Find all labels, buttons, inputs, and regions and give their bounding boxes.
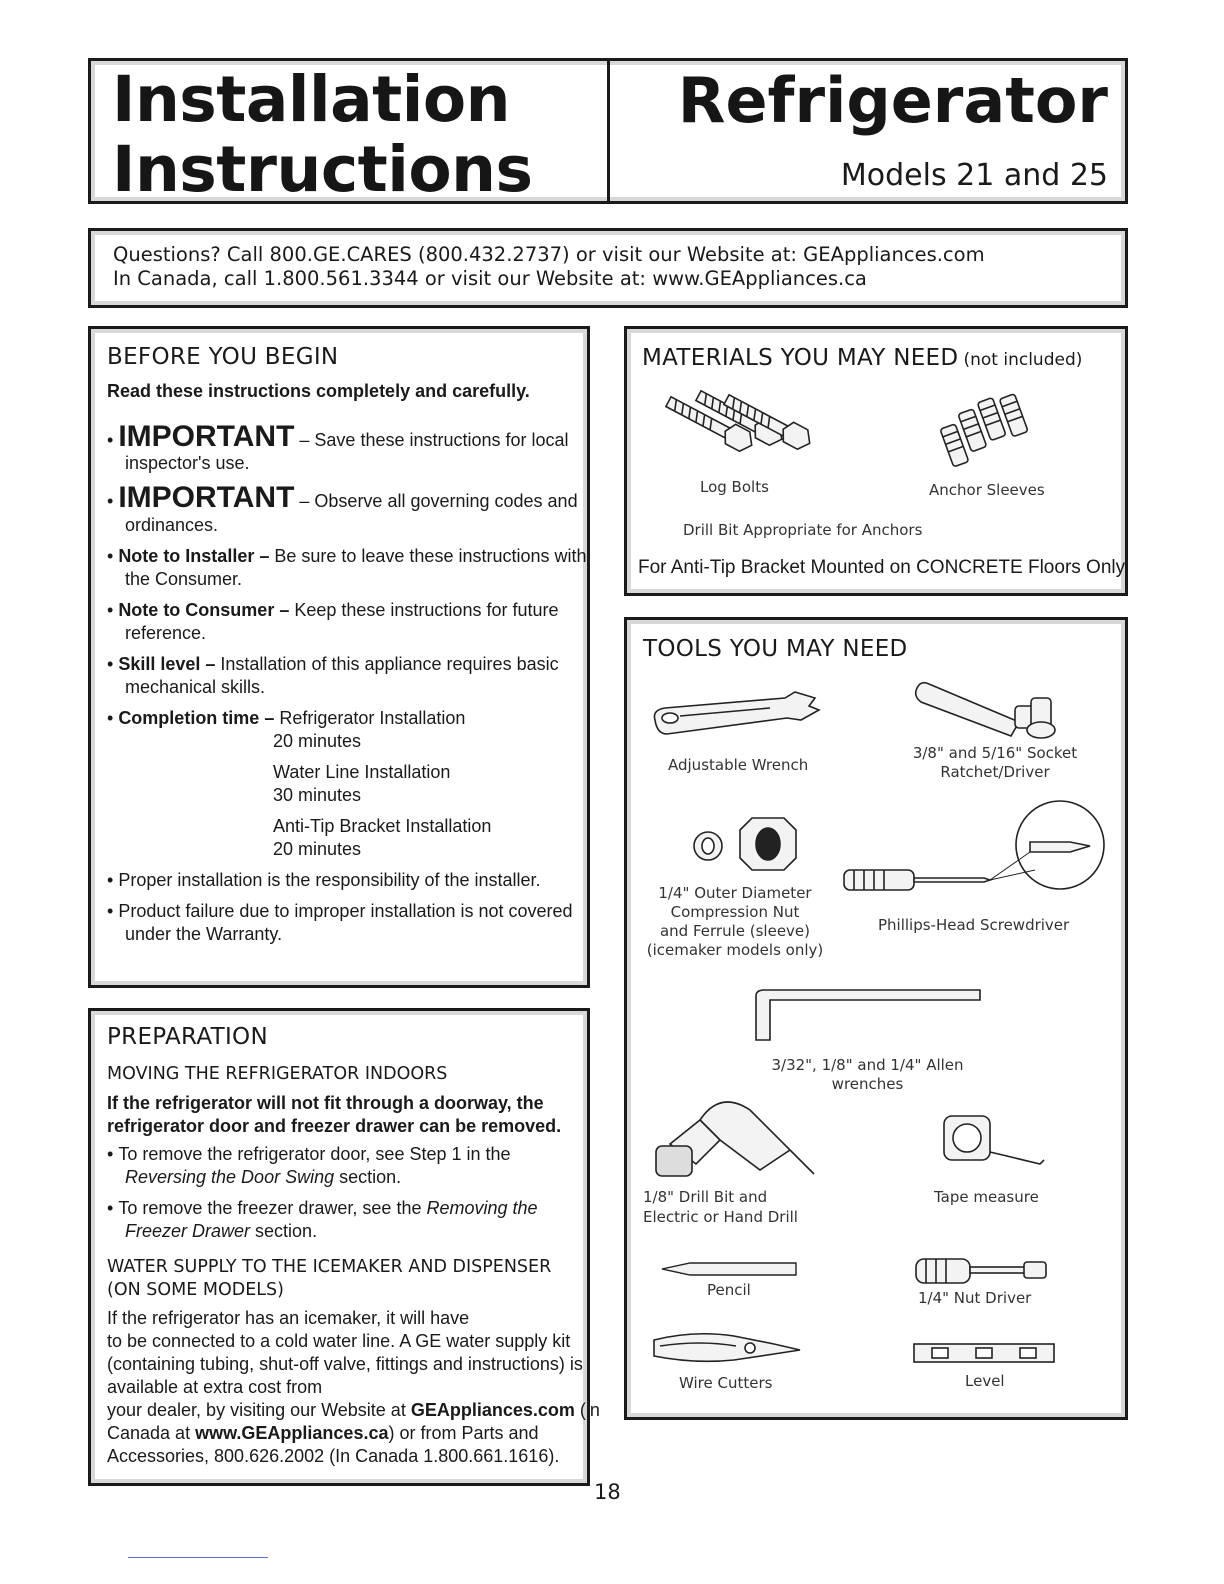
important-2-cont: ordinances.	[125, 515, 219, 535]
title-refrigerator: Refrigerator	[677, 64, 1108, 137]
nutdriver-label: 1/4" Nut Driver	[918, 1289, 1032, 1307]
completion-water-time: 30 minutes	[273, 785, 362, 805]
phillips-screwdriver-icon	[840, 800, 1110, 900]
pencil-label: Pencil	[707, 1281, 751, 1299]
ge-canada-link[interactable]: www.GEAppliances.ca	[195, 1423, 389, 1443]
contact-us: Questions? Call 800.GE.CARES (800.432.2737) or visit our Website at: GEAppliances.com	[113, 243, 985, 266]
nut-driver-icon	[914, 1257, 1054, 1285]
materials-footer: For Anti-Tip Bracket Mounted on CONCRETE Floors Only	[638, 557, 1126, 578]
contact-canada: In Canada, call 1.800.561.3344 or visit our Website at: www.GEAppliances.ca	[113, 267, 867, 290]
water-text-2: to be connected to a cold water line. A GE water supply kit	[107, 1331, 571, 1351]
tape-measure-icon	[940, 1112, 1050, 1177]
models-label: Models 21 and 25	[840, 158, 1108, 193]
water-text-6: Canada at www.GEAppliances.ca) or from Parts and	[107, 1423, 539, 1443]
completion-antitip-name: Anti-Tip Bracket Installation	[273, 816, 492, 836]
water-text-1: If the refrigerator has an icemaker, it will have	[107, 1308, 470, 1328]
skill-level: • Skill level – Installation of this appliance requires basic	[107, 654, 559, 674]
allen-wrench-icon	[752, 986, 982, 1046]
water-text-5: your dealer, by visiting our Website at GEAppliances.com (in	[107, 1400, 600, 1420]
note-installer: • Note to Installer – Be sure to leave these instructions with	[107, 546, 587, 566]
log-bolts-icon	[668, 395, 818, 460]
drill-bit-label: Drill Bit Appropriate for Anchors	[683, 521, 923, 539]
important-2: • IMPORTANT – Observe all governing codes and	[107, 481, 578, 514]
header-divider	[607, 58, 610, 204]
anchor-sleeves-label: Anchor Sleeves	[929, 481, 1045, 499]
water-title-2: (ON SOME MODELS)	[107, 1280, 284, 1300]
level-icon	[912, 1340, 1057, 1366]
allen-label: 3/32", 1/8" and 1/4" Allen wrenches	[771, 1056, 964, 1093]
completion-antitip-time: 20 minutes	[273, 839, 362, 859]
water-title-1: WATER SUPPLY TO THE ICEMAKER AND DISPENSER	[107, 1257, 552, 1277]
wirecutters-label: Wire Cutters	[679, 1374, 773, 1392]
remove-door-cont: Reversing the Door Swing section.	[125, 1167, 402, 1187]
moving-bold-1: If the refrigerator will not fit through a doorway, the	[107, 1093, 544, 1113]
tools-title: TOOLS YOU MAY NEED	[643, 636, 908, 662]
page-number: 18	[594, 1480, 621, 1504]
remove-drawer-cont: Freezer Drawer section.	[125, 1221, 318, 1241]
phillips-label: Phillips-Head Screwdriver	[878, 916, 1070, 934]
water-text-4: available at extra cost from	[107, 1377, 323, 1397]
nut-label: 1/4" Outer Diameter Compression Nut and Ferrule (sleeve) (icemaker models only)	[646, 884, 824, 959]
wire-cutters-icon	[650, 1328, 805, 1370]
title-instructions: Instructions	[112, 133, 533, 206]
skill-level-cont: mechanical skills.	[125, 677, 266, 697]
wrench-label: Adjustable Wrench	[668, 756, 809, 774]
completion-fridge-time: 20 minutes	[273, 731, 362, 751]
product-failure-cont: under the Warranty.	[125, 924, 283, 944]
ge-website-link[interactable]: GEAppliances.com	[410, 1400, 575, 1420]
important-1-cont: inspector's use.	[125, 453, 250, 473]
socket-label: 3/8" and 5/16" Socket Ratchet/Driver	[912, 744, 1078, 781]
proper-installation: • Proper installation is the responsibility of the installer.	[107, 870, 541, 890]
note-consumer-cont: reference.	[125, 623, 207, 643]
title-installation: Installation	[112, 63, 510, 136]
pencil-icon	[660, 1258, 800, 1280]
completion-time: • Completion time – Refrigerator Installation	[107, 708, 466, 728]
log-bolts-label: Log Bolts	[700, 478, 769, 496]
materials-title: MATERIALS YOU MAY NEED (not included)	[642, 345, 1083, 371]
prep-title: PREPARATION	[107, 1024, 268, 1050]
level-label: Level	[965, 1372, 1005, 1390]
before-intro: Read these instructions completely and carefully.	[107, 381, 530, 401]
completion-water-name: Water Line Installation	[273, 762, 451, 782]
before-title: BEFORE YOU BEGIN	[107, 344, 339, 370]
water-text-3: (containing tubing, shut-off valve, fittings and instructions) is	[107, 1354, 583, 1374]
tape-label: Tape measure	[934, 1188, 1039, 1206]
moving-bold-2: refrigerator door and freezer drawer can be removed.	[107, 1116, 562, 1136]
compression-nut-icon	[690, 812, 805, 872]
footer-rule	[128, 1557, 268, 1558]
product-failure: • Product failure due to improper installation is not covered	[107, 901, 573, 921]
remove-drawer: • To remove the freezer drawer, see the Removing the	[107, 1198, 538, 1218]
socket-ratchet-icon	[915, 680, 1065, 750]
remove-door: • To remove the refrigerator door, see Step 1 in the	[107, 1144, 511, 1164]
water-text-7: Accessories, 800.626.2002 (In Canada 1.800.661.1616).	[107, 1446, 560, 1466]
drill-label: 1/8" Drill Bit and Electric or Hand Drill	[643, 1188, 798, 1226]
adjustable-wrench-icon	[650, 690, 825, 740]
note-consumer: • Note to Consumer – Keep these instructions for future	[107, 600, 559, 620]
important-1: • IMPORTANT – Save these instructions for local	[107, 420, 569, 453]
drill-icon	[650, 1080, 820, 1180]
anchor-sleeves-icon	[935, 400, 1035, 460]
note-installer-cont: the Consumer.	[125, 569, 243, 589]
moving-title: MOVING THE REFRIGERATOR INDOORS	[107, 1064, 448, 1084]
